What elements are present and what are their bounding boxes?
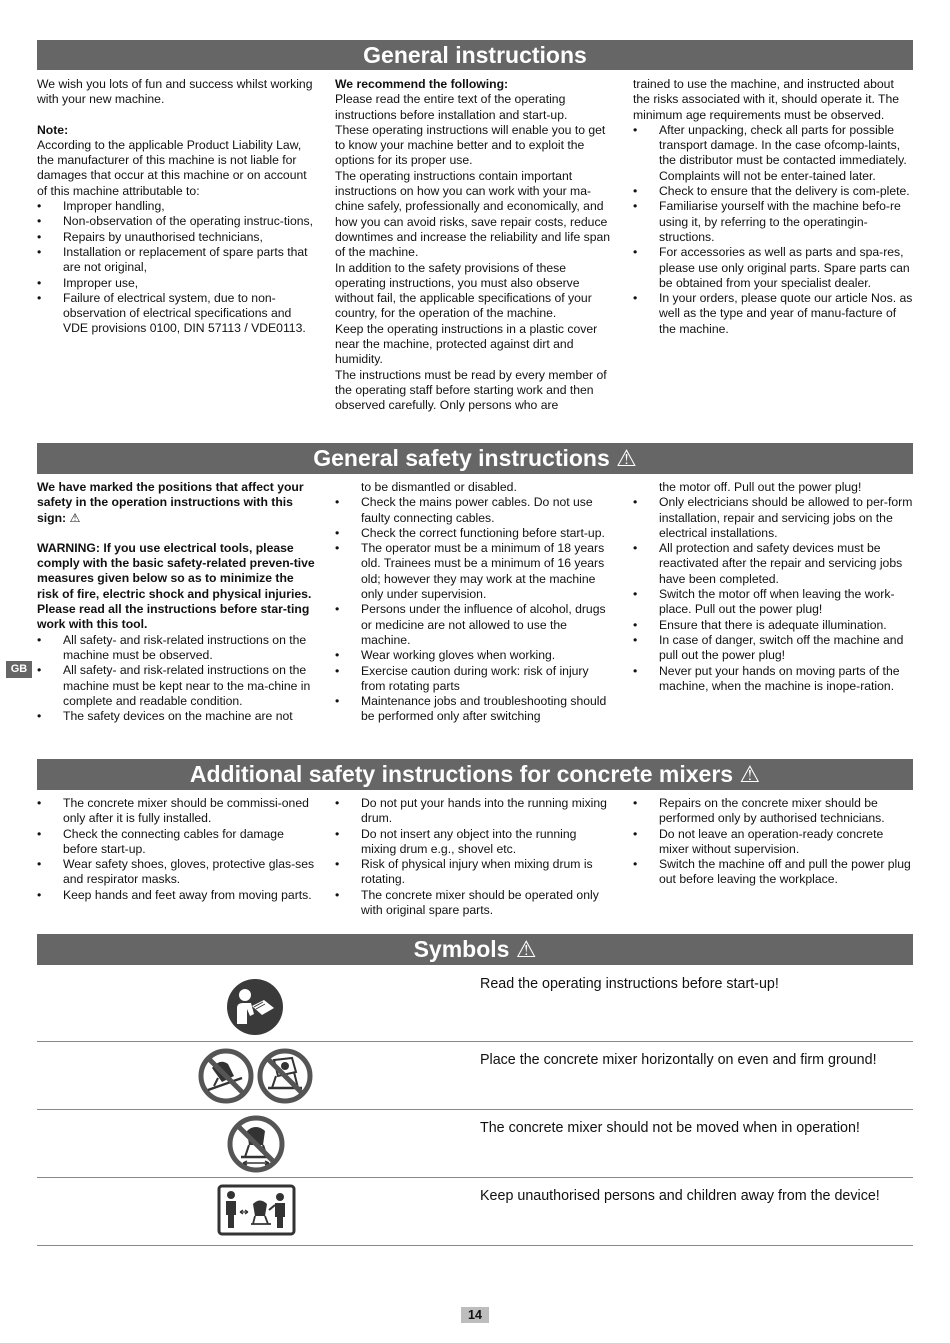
- symbol-text: Place the concrete mixer horizontally on even and firm ground!: [480, 1052, 877, 1068]
- list-item: • The operator must be a minimum of 18 years old. Trainees must be a minimum of 16 years old; however they may work at the machine only under supervision.: [335, 541, 605, 602]
- mixers-col-2: [335, 796, 615, 918]
- list-item: • Check the correct functioning before start-up.: [335, 525, 605, 540]
- warning-text: WARNING: If you use electrical tools, please comply with the basic safety-related preven-tive measures given below so as to minimize the risk of fire, electric shock and physical injuries.: [37, 540, 315, 601]
- list-item: • Persons under the influence of alcohol, drugs or medicine are not allowed to use the machine.: [335, 602, 606, 647]
- list-item: • All protection and safety devices must be reactivated after the repair and servicing jobs have been completed.: [633, 541, 903, 586]
- list-item: • Risk of physical injury when mixing drum is rotating.: [335, 857, 593, 887]
- list-item: • Wear safety shoes, gloves, protective glas-ses and respirator masks.: [37, 857, 315, 887]
- marked-text: We have marked the positions that affect your safety in the operation instructions with this sign: ⚠: [37, 480, 304, 525]
- paragraph: In addition to the safety provisions of these operating instructions, you must also observe without fail, the applicable specifications of your country, for the operation of the machine.: [335, 260, 592, 321]
- symbol-text: The concrete mixer should not be moved when in operation!: [480, 1120, 860, 1136]
- list-item: • Repairs by unauthorised technicians,: [37, 229, 263, 244]
- list-item: • Installation or replacement of spare parts that are not original,: [37, 244, 308, 275]
- list-item: • The concrete mixer should be commissi-oned only after it is fully installed.: [37, 796, 309, 826]
- language-tab: GB: [6, 661, 32, 678]
- symbol-row: [37, 1178, 913, 1246]
- read-all-text: Please read all the instructions before star-ting work with this tool.: [37, 602, 310, 632]
- safety-instructions-body: [37, 480, 913, 725]
- list-item: • Check the mains power cables. Do not use faulty connecting cables.: [335, 495, 593, 525]
- section-title-mixers: Additional safety instructions for concrete mixers ⚠: [37, 759, 913, 790]
- level-ground-icon: [198, 1048, 314, 1104]
- list-item: • Wear working gloves when working.: [335, 648, 556, 663]
- list-item: • Maintenance jobs and troubleshooting should be performed only after switching: [335, 694, 607, 724]
- mixers-col-1: [37, 796, 317, 918]
- list-item: • Do not leave an operation-ready concrete mixer without supervision.: [633, 826, 884, 856]
- list-item: • All safety- and risk-related instructions on the machine must be observed.: [37, 632, 307, 662]
- list-item: • Improper use,: [37, 275, 139, 290]
- symbol-text: Read the operating instructions before start-up!: [480, 976, 779, 992]
- paragraph: trained to use the machine, and instructed about the risks associated with it, should operate it. The minimum age requirements must be observed.: [633, 77, 900, 122]
- list-item: • Improper handling,: [37, 199, 165, 214]
- read-manual-icon: [226, 978, 284, 1036]
- safety-col-3: [633, 480, 913, 725]
- symbol-row: [37, 966, 913, 1042]
- general-col-1: [37, 77, 317, 414]
- list-item: • Only electricians should be allowed to per-form installation, repair and servicing jobs on the electrical installations.: [633, 495, 913, 540]
- list-item: • Do not insert any object into the running mixing drum e.g., shovel etc.: [335, 826, 577, 856]
- section-title-symbols: Symbols ⚠: [37, 934, 913, 965]
- section-title-safety: General safety instructions ⚠: [37, 443, 913, 474]
- list-item: • Keep hands and feet away from moving parts.: [37, 887, 312, 902]
- paragraph: The operating instructions contain important instructions on how you can work with your ma-chine safely, professionally and economically, and how you can avoid risks, save repair costs, reduce downtimes and increase the reliability and life span of the machine.: [335, 168, 611, 260]
- list-item: • All safety- and risk-related instructions on the machine must be kept near to the ma-chine in complete and readable condition.: [37, 663, 311, 708]
- list-item: • The safety devices on the machine are not: [37, 709, 293, 724]
- symbol-row: [37, 1110, 913, 1178]
- list-item: • After unpacking, check all parts for possible transport damage. In the case ofcomp-laints, the distributor must be contacted immediately. Complaints will not be enter-tained later.: [633, 122, 907, 183]
- safety-col-2: [335, 480, 615, 725]
- paragraph: Please read the entire text of the operating instructions before installation and start-up.: [335, 92, 568, 122]
- list-item: • Check the connecting cables for damage before start-up.: [37, 826, 284, 856]
- mixers-col-3: [633, 796, 913, 918]
- list-item: • Do not put your hands into the running mixing drum.: [335, 796, 607, 826]
- note-text: According to the applicable Product Liability Law, the manufacturer of this machine is not liable for damages that occur at this machine or on account of this machine attributable to:: [37, 137, 307, 198]
- symbol-text: Keep unauthorised persons and children away from the device!: [480, 1188, 880, 1204]
- intro-text: We wish you lots of fun and success whilst working with your new machine.: [37, 77, 313, 107]
- list-item: • Switch the machine off and pull the power plug out before leaving the workplace.: [633, 857, 911, 887]
- list-item: • Switch the motor off when leaving the work-place. Pull out the power plug!: [633, 587, 895, 617]
- list-item: • Repairs on the concrete mixer should be performed only by authorised technicians.: [633, 796, 885, 826]
- list-item: • Non-observation of the operating instruc-tions,: [37, 214, 313, 229]
- symbol-row: [37, 1042, 913, 1110]
- list-item: • In your orders, please quote our article Nos. as well as the type and year of manu-facture of the machine.: [633, 291, 913, 336]
- list-item-continued: to be dismantled or disabled.: [361, 480, 517, 494]
- list-item: • Failure of electrical system, due to non-observation of electrical specifications and VDE provisions 0100, DIN 57113 / VDE0113.: [37, 290, 306, 336]
- paragraph: These operating instructions will enable you to get to know your machine better and to exploit the options for its proper use.: [335, 122, 606, 168]
- keep-away-icon: [217, 1184, 296, 1236]
- list-item: • Exercise caution during work: risk of injury from rotating parts: [335, 663, 589, 693]
- general-instructions-body: [37, 77, 913, 414]
- safety-col-1: [37, 480, 317, 725]
- paragraph: The instructions must be read by every member of the operating staff before starting work and then observed carefully. Only persons who are: [335, 367, 607, 413]
- note-label: Note:: [37, 122, 69, 137]
- list-item: • Check to ensure that the delivery is com-plete.: [633, 184, 910, 199]
- list-item: • The concrete mixer should be operated only with original spare parts.: [335, 887, 599, 918]
- general-col-3: [633, 77, 913, 414]
- mixer-instructions-body: [37, 796, 913, 918]
- recommend-label: We recommend the following:: [335, 77, 509, 91]
- general-col-2: [335, 77, 615, 414]
- list-item: • For accessories as well as parts and spa-res, please use only original parts. Spare parts can be obtained from your specialist dealer.: [633, 245, 910, 290]
- page-number: 14: [461, 1307, 489, 1323]
- list-item: • Ensure that there is adequate illumination.: [633, 617, 887, 632]
- list-item: • Familiarise yourself with the machine befo-re using it, by referring to the operatingin-structions.: [633, 199, 901, 244]
- section-title-general: General instructions: [37, 40, 913, 70]
- paragraph: Keep the operating instructions in a plastic cover near the machine, protected against dirt and humidity.: [335, 321, 598, 367]
- list-item: • In case of danger, switch off the machine and pull out the power plug!: [633, 632, 904, 663]
- no-moving-icon: [227, 1115, 285, 1173]
- list-item-continued: the motor off. Pull out the power plug!: [659, 480, 862, 494]
- list-item: • Never put your hands on moving parts of the machine, when the machine is inope-ration.: [633, 663, 900, 693]
